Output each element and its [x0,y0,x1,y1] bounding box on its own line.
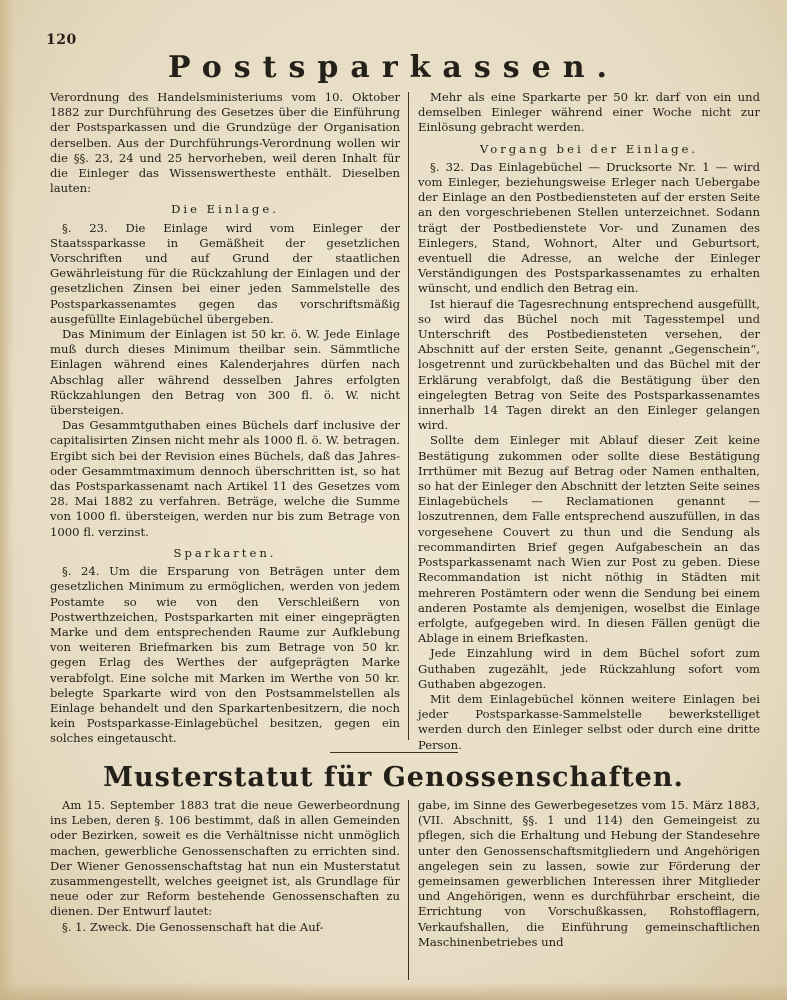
intro-paragraph: Verordnung des Handelsministeriums vom 10. Oktober 1882 zur Durchführung des Gesetzes über die Einführung der Postsparkassen und die Grundzüge der Organisation derselben. Aus der Durchführungs-Verordnung wollen wir die §§. 23, 24 und 25 hervorheben, weil deren Inhalt für die Einleger das Wissenswertheste enthält. Dieselben lauten: [50,90,400,196]
article-title: Postsparkassen. [168,50,619,85]
paragraph-gesammtguthaben: Das Gesammtguthaben eines Büchels darf inclusive der capitalisirten Zinsen nicht mehr als 1000 fl. ö. W. betragen. Ergibt sich bei der Revision eines Büchels, daß das Jahres- oder Gesammtmaximum dennoch überschritten ist, so hat das Postsparkassenamt nach Artikel 11 des Gesetzes vom 28. Mai 1882 zu verfahren. Beträge, welche die Summe von 1000 fl. übersteigen, werden nur bis zum Betrage von 1000 fl. verzinst. [50,418,400,539]
paragraph-32: §. 32. Das Einlagebüchel — Drucksorte Nr. 1 — wird vom Einleger, beziehungsweise Erleger nach Uebergabe der Einlage an den Postbediensteten auf der ersten Seite an den vorgeschriebenen Stellen unterzeichnet. Sodann trägt der Postbedienstete Vor- und Zunamen des Einlegers, Stand, Wohnort, Alter und Geburtsort, eventuell die Adresse, an welche der Einleger Verständigungen des Postsparkassenamtes zu erhalten wünscht, und endlich den Betrag ein. [418,159,760,296]
section-separator [330,752,458,753]
section-heading-einlage: Die Einlage. [171,202,279,217]
column-right-bottom [418,798,760,950]
article-title-genossenschaften: Musterstatut für Genossenschaften. [103,762,684,793]
paragraph-weitere-einlagen: Mit dem Einlagebüchel können weitere Einlagen bei jeder Postsparkasse-Sammelstelle bewerkstelliget werden durch den Einleger selbst oder durch eine dritte Person. [418,691,760,752]
section-heading-vorgang: Vorgang bei der Einlage. [479,141,699,156]
column-divider [408,92,409,740]
paragraph-gewerbeordnung: Am 15. September 1883 trat die neue Gewerbeordnung ins Leben, deren §. 106 bestimmt, daß in allen Gemeinden oder Bezirken, soweit es die Verhältnisse nicht unmöglich machen, gewerbliche Genossenschaften zu errichten sind. Der Wiener Genossenschaftstag hat nun ein Musterstatut zusammengestellt, welches geeignet ist, als Grundlage für neue oder zur Reform bestehende Genossenschaften zu dienen. Der Entwurf lautet: [50,798,400,919]
paragraph-sparkarte: Mehr als eine Sparkarte per 50 kr. darf von ein und demselben Einleger während einer Woche nicht zur Einlösung gebracht werden. [418,90,760,135]
column-left-bottom [50,798,400,935]
paragraph-einzahlung: Jede Einzahlung wird in dem Büchel sofort zum Guthaben zugezählt, jede Rückzahlung sofort vom Guthaben abgezogen. [418,646,760,691]
paragraph-reclamation: Sollte dem Einleger mit Ablauf dieser Zeit keine Bestätigung zukommen oder sollte diese Bestätigung Irrthümer mit Bezug auf Betrag oder Namen enthalten, so hat der Einleger den Abschnitt der letzten Seite seines Einlagebüchels — Reclamationen genannt — loszutrennen, dem Falle entsprechend auszufüllen, in das vorgesehene Couvert zu thun und die Sendung als recommandirten Brief gegen Aufgabeschein an das Postsparkassenamt nach Wien zur Post zu geben. Diese Recommandation ist nicht nöthig in Städten mit mehreren Postämtern oder wenn die Sendung bei einem anderen Postamte als demjenigen, woselbst die Einlage erfolgte, aufgegeben wird. In diesen Fällen genügt die Ablage in einem Briefkasten. [418,433,760,646]
page-edge-shading [0,0,14,1000]
paragraph-tagesrechnung: Ist hierauf die Tagesrechnung entsprechend ausgefüllt, so wird das Büchel noch mit Tagesstempel und Unterschrift des Postbediensteten versehen, der Abschnitt auf der ersten Seite, genannt „Gegenschein“, losgetrennt und zurückbehalten und das Büchel mit der Erklärung verabfolgt, daß die Bestätigung über den eingelegten Betrag von Seite des Postsparkassenamtes innerhalb 14 Tagen direkt an den Einleger gelangen wird. [418,296,760,433]
torn-bottom-edge [0,982,787,1000]
page-number: 120 [46,32,77,48]
paragraph-zweck: §. 1. Zweck. Die Genossenschaft hat die Auf- [62,919,324,934]
column-right-top [418,90,760,753]
column-left-top [50,90,400,747]
section-heading-sparkarten: Sparkarten. [173,545,277,560]
paragraph-aufgabe: gabe, im Sinne des Gewerbegesetzes vom 15. März 1883, (VII. Abschnitt, §§. 1 und 114) den Gemeingeist zu pflegen, sich die Erhaltung und Hebung der Standesehre unter den Genossenschaftsmitgliedern und Angehörigen angelegen sein zu lassen, sowie zur Förderung der gemeinsamen gewerblichen Interessen ihrer Mitglieder und Angehörigen, wenn es durchführbar erscheint, die Errichtung von Vorschußkassen, Rohstofflagern, Verkaufshallen, die Einführung gemeinschaftlichen Maschinenbetriebes und [418,798,760,949]
column-divider-bottom [408,800,409,980]
paragraph-minimum: Das Minimum der Einlagen ist 50 kr. ö. W. Jede Einlage muß durch dieses Minimum theilbar sein. Sämmtliche Einlagen während eines Kalenderjahres dürfen nach Abschlag aller während desselben Jahres erfolgten Rückzahlungen den Betrag von 300 fl. ö. W. nicht übersteigen. [50,327,400,418]
paragraph-23: §. 23. Die Einlage wird vom Einleger der Staatssparkasse in Gemäßheit der gesetzlichen Vorschriften und auf Grund der staatlichen Gewährleistung für die Rückzahlung der Einlagen und der gesetzlichen Zinsen bei einer jeden Sammelstelle des Postsparkassenamtes gegen das vorschriftsmäßig ausgefüllte Einlagebüchel übergeben. [50,220,400,326]
paragraph-24: §. 24. Um die Ersparung von Beträgen unter dem gesetzlichen Minimum zu ermöglichen, werden von jedem Postamte so wie von den Verschleißern von Postwerthzeichen, Postsparkarten mit einer eingeprägten Marke und dem entsprechenden Raume zur Aufklebung von weiteren Briefmarken bis zum Betrage von 50 kr. gegen Erlag des Werthes der aufgeprägten Marke verabfolgt. Eine solche mit Marken im Werthe von 50 kr. belegte Sparkarte wird von den Postsammelstellen als Einlage behandelt und den Sparkartenbesitzern, die noch kein Postsparkasse-Einlagebüchel besitzen, gegen ein solches eingetauscht. [50,564,400,746]
